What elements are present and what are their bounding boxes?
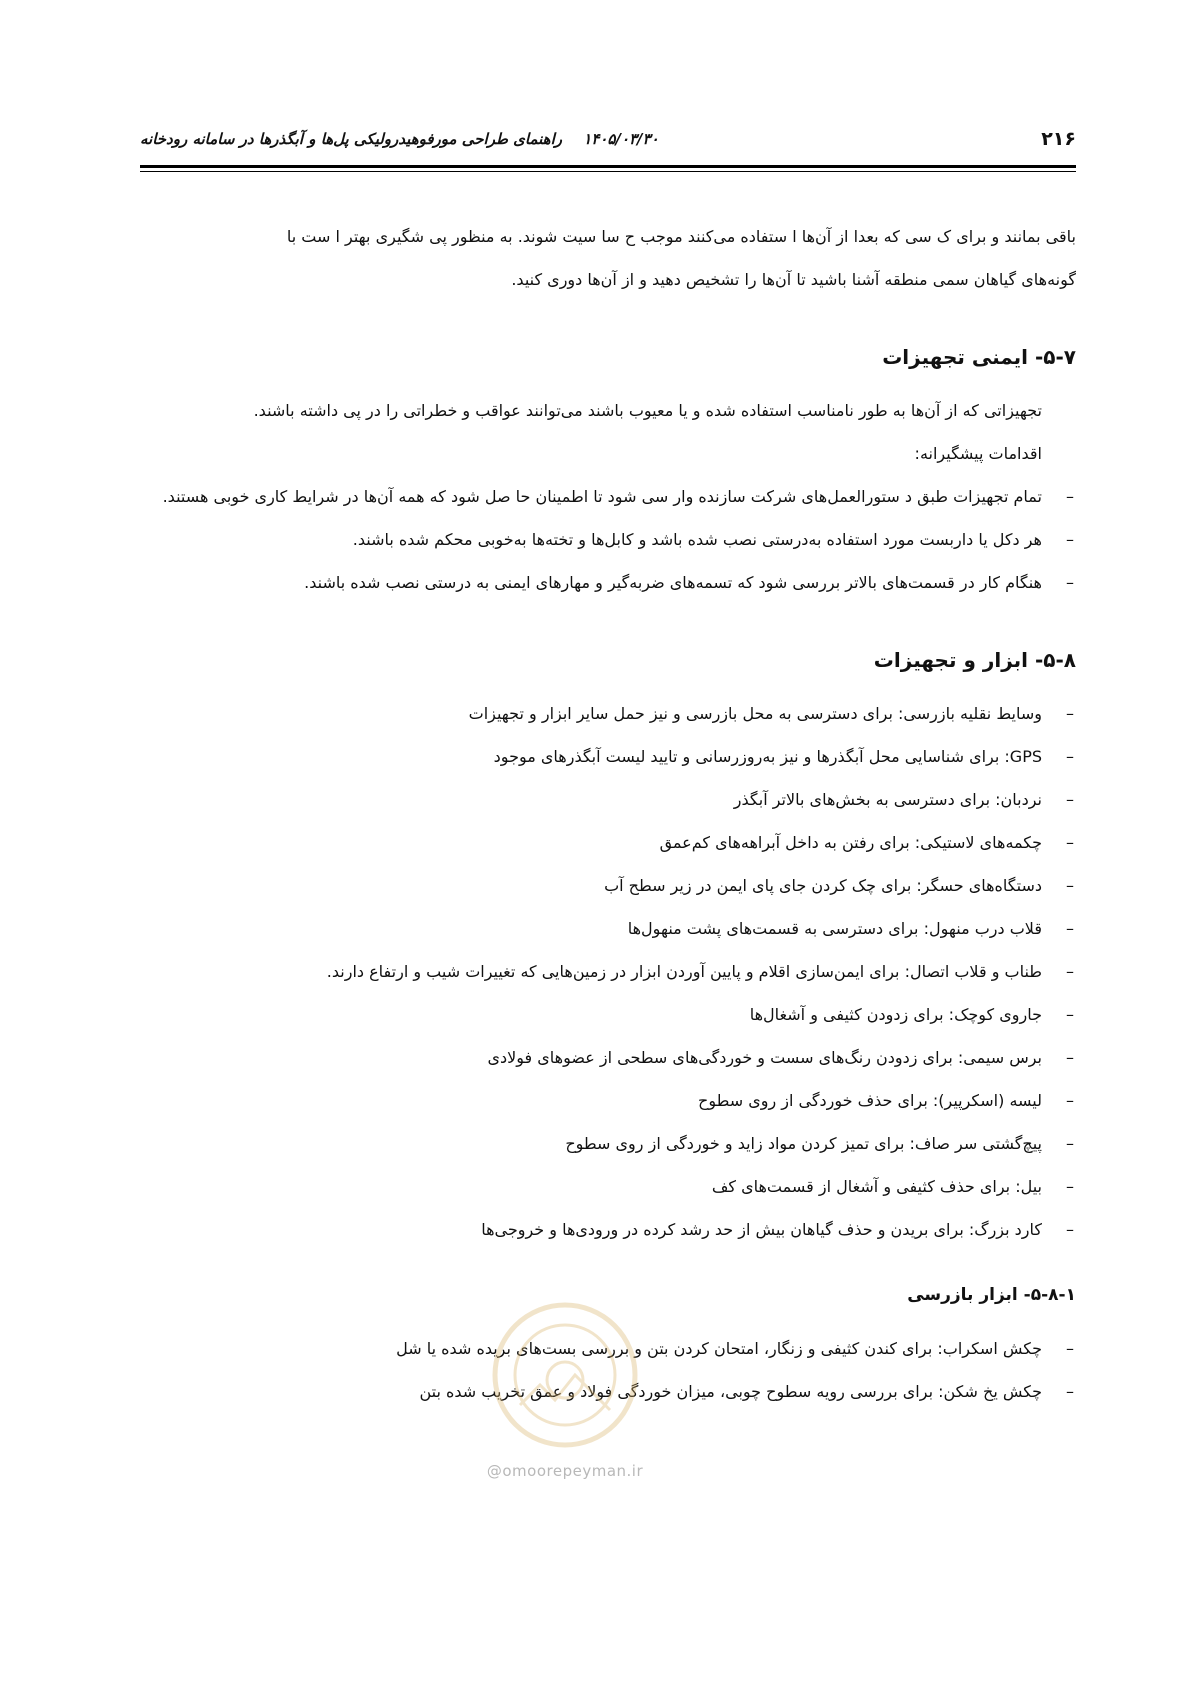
list-item [140, 950, 1076, 993]
dash-bullet: – [1066, 1220, 1074, 1239]
list-item-text: قلاب درب منهول: برای دسترسی به قسمت‌های پشت منهول‌ها [627, 919, 1042, 938]
list-item-text: کارد بزرگ: برای بریدن و حذف گیاهان بیش از حد رشد کرده در ورودی‌ها و خروجی‌ها [481, 1220, 1042, 1239]
list-item [140, 475, 1076, 518]
list-item-text: چکمه‌های لاستیکی: برای رفتن به داخل آبراهه‌های کم‌عمق [659, 833, 1042, 852]
list-item [140, 1122, 1076, 1165]
list-item [140, 561, 1076, 604]
section-paragraph: تجهیزاتی که از آن‌ها به طور نامناسب استفاده شده و یا معیوب باشند می‌توانند عواقب و خطراتی را در پی داشته باشند. [253, 401, 1042, 420]
dash-bullet: – [1066, 833, 1074, 852]
list-item [140, 735, 1076, 778]
tools-list [140, 692, 1076, 1251]
section-lead: اقدامات پیشگیرانه: [914, 444, 1042, 463]
list-item [140, 907, 1076, 950]
list-item [140, 518, 1076, 561]
precaution-list [140, 475, 1076, 604]
list-item [140, 1165, 1076, 1208]
header-rule-thick [140, 165, 1076, 168]
watermark-text: @omoorepeyman.ir [486, 1462, 644, 1480]
list-item-text: برس سیمی: برای زدودن رنگ‌های سست و خوردگی‌های سطحی از عضوهای فولادی [487, 1048, 1042, 1067]
dash-bullet: – [1066, 1382, 1074, 1401]
header-date: ۱۴۰۵/۰۳/۳۰ [583, 130, 659, 148]
list-item [140, 1079, 1076, 1122]
dash-bullet: – [1066, 747, 1074, 766]
dash-bullet: – [1066, 1091, 1074, 1110]
dash-bullet: – [1066, 919, 1074, 938]
page-header [140, 128, 1076, 168]
list-item-text: چکش یخ شکن: برای بررسی رویه سطوح چوبی، میزان خوردگی فولاد و عمق تخریب شده بتن [419, 1382, 1042, 1401]
list-item [140, 778, 1076, 821]
list-item-text: طناب و قلاب اتصال: برای ایمن‌سازی اقلام و پایین آوردن ابزار در زمین‌هایی که تغییرات شیب و ارتفاع دارند. [326, 962, 1042, 981]
dash-bullet: – [1066, 962, 1074, 981]
dash-bullet: – [1066, 1048, 1074, 1067]
dash-bullet: – [1066, 1339, 1074, 1358]
list-item [140, 821, 1076, 864]
running-title [140, 130, 659, 148]
intro-line: باقی بمانند و برای ک سی که بعدا از آن‌ها ا ستفاده می‌کنند موجب ح سا سیت شوند. به منظور پی شگیری بهتر ا ست با [286, 227, 1076, 246]
page-number: ۲۱۶ [1041, 128, 1076, 150]
dash-bullet: – [1066, 704, 1074, 723]
dash-bullet: – [1066, 790, 1074, 809]
list-item [140, 1208, 1076, 1251]
list-item-text: دستگاه‌های حسگر: برای چک کردن جای پای ایمن در زیر سطح آب [604, 876, 1042, 895]
dash-bullet: – [1066, 1005, 1074, 1024]
section-heading-equipment-safety: ۵-۷- ایمنی تجهیزات [882, 345, 1076, 369]
page-body [140, 215, 1076, 1413]
watermark-logo [480, 1285, 650, 1465]
list-item-text: GPS: برای شناسایی محل آبگذرها و نیز به‌روزرسانی و تایید لیست آبگذرهای موجود [493, 747, 1042, 766]
list-item-text: هر دکل یا داربست مورد استفاده به‌درستی نصب شده باشد و کابل‌ها و تخته‌ها به‌خوبی محکم شده باشند. [352, 530, 1042, 549]
dash-bullet: – [1066, 876, 1074, 895]
list-item-text: بیل: برای حذف کثیفی و آشغال از قسمت‌های کف [711, 1177, 1042, 1196]
list-item-text: نردبان: برای دسترسی به بخش‌های بالاتر آبگذر [733, 790, 1042, 809]
intro-line: گونه‌های گیاهان سمی منطقه آشنا باشید تا آن‌ها را تشخیص دهید و از آن‌ها دوری کنید. [511, 270, 1076, 289]
dash-bullet: – [1066, 530, 1074, 549]
list-item-text: جاروی کوچک: برای زدودن کثیفی و آشغال‌ها [749, 1005, 1042, 1024]
list-item-text: تمام تجهیزات طبق د ستورالعمل‌های شرکت سازنده وار سی شود تا اطمینان حا صل شود که همه آن‌ها در شرایط کاری خوبی هستند. [162, 487, 1042, 506]
list-item-text: وسایط نقلیه بازرسی: برای دسترسی به محل بازرسی و نیز حمل سایر ابزار و تجهیزات [468, 704, 1042, 723]
list-item [140, 1036, 1076, 1079]
list-item-text: پیچ‌گشتی سر صاف: برای تمیز کردن مواد زاید و خوردگی از روی سطوح [565, 1134, 1042, 1153]
header-title-text: راهنمای طراحی مورفوهیدرولیکی پل‌ها و آبگذرها در سامانه رودخانه [140, 130, 562, 148]
section-heading-inspection-tools: ۵-۸-۱- ابزار بازرسی [907, 1285, 1076, 1305]
section-heading-tools: ۵-۸- ابزار و تجهیزات [873, 648, 1076, 672]
dash-bullet: – [1066, 573, 1074, 592]
list-item [140, 692, 1076, 735]
list-item-text: چکش اسکراب: برای کندن کثیفی و زنگار، امتحان کردن بتن و بررسی بست‌های بریده شده یا شل [396, 1339, 1042, 1358]
list-item [140, 864, 1076, 907]
list-item [140, 993, 1076, 1036]
list-item-text: لیسه (اسکرپیر): برای حذف خوردگی از روی سطوح [697, 1091, 1042, 1110]
dash-bullet: – [1066, 1177, 1074, 1196]
header-rule-thin [140, 171, 1076, 172]
list-item-text: هنگام کار در قسمت‌های بالاتر بررسی شود که تسمه‌های ضربه‌گیر و مهارهای ایمنی به درستی نصب شده باشند. [304, 573, 1042, 592]
dash-bullet: – [1066, 487, 1074, 506]
dash-bullet: – [1066, 1134, 1074, 1153]
